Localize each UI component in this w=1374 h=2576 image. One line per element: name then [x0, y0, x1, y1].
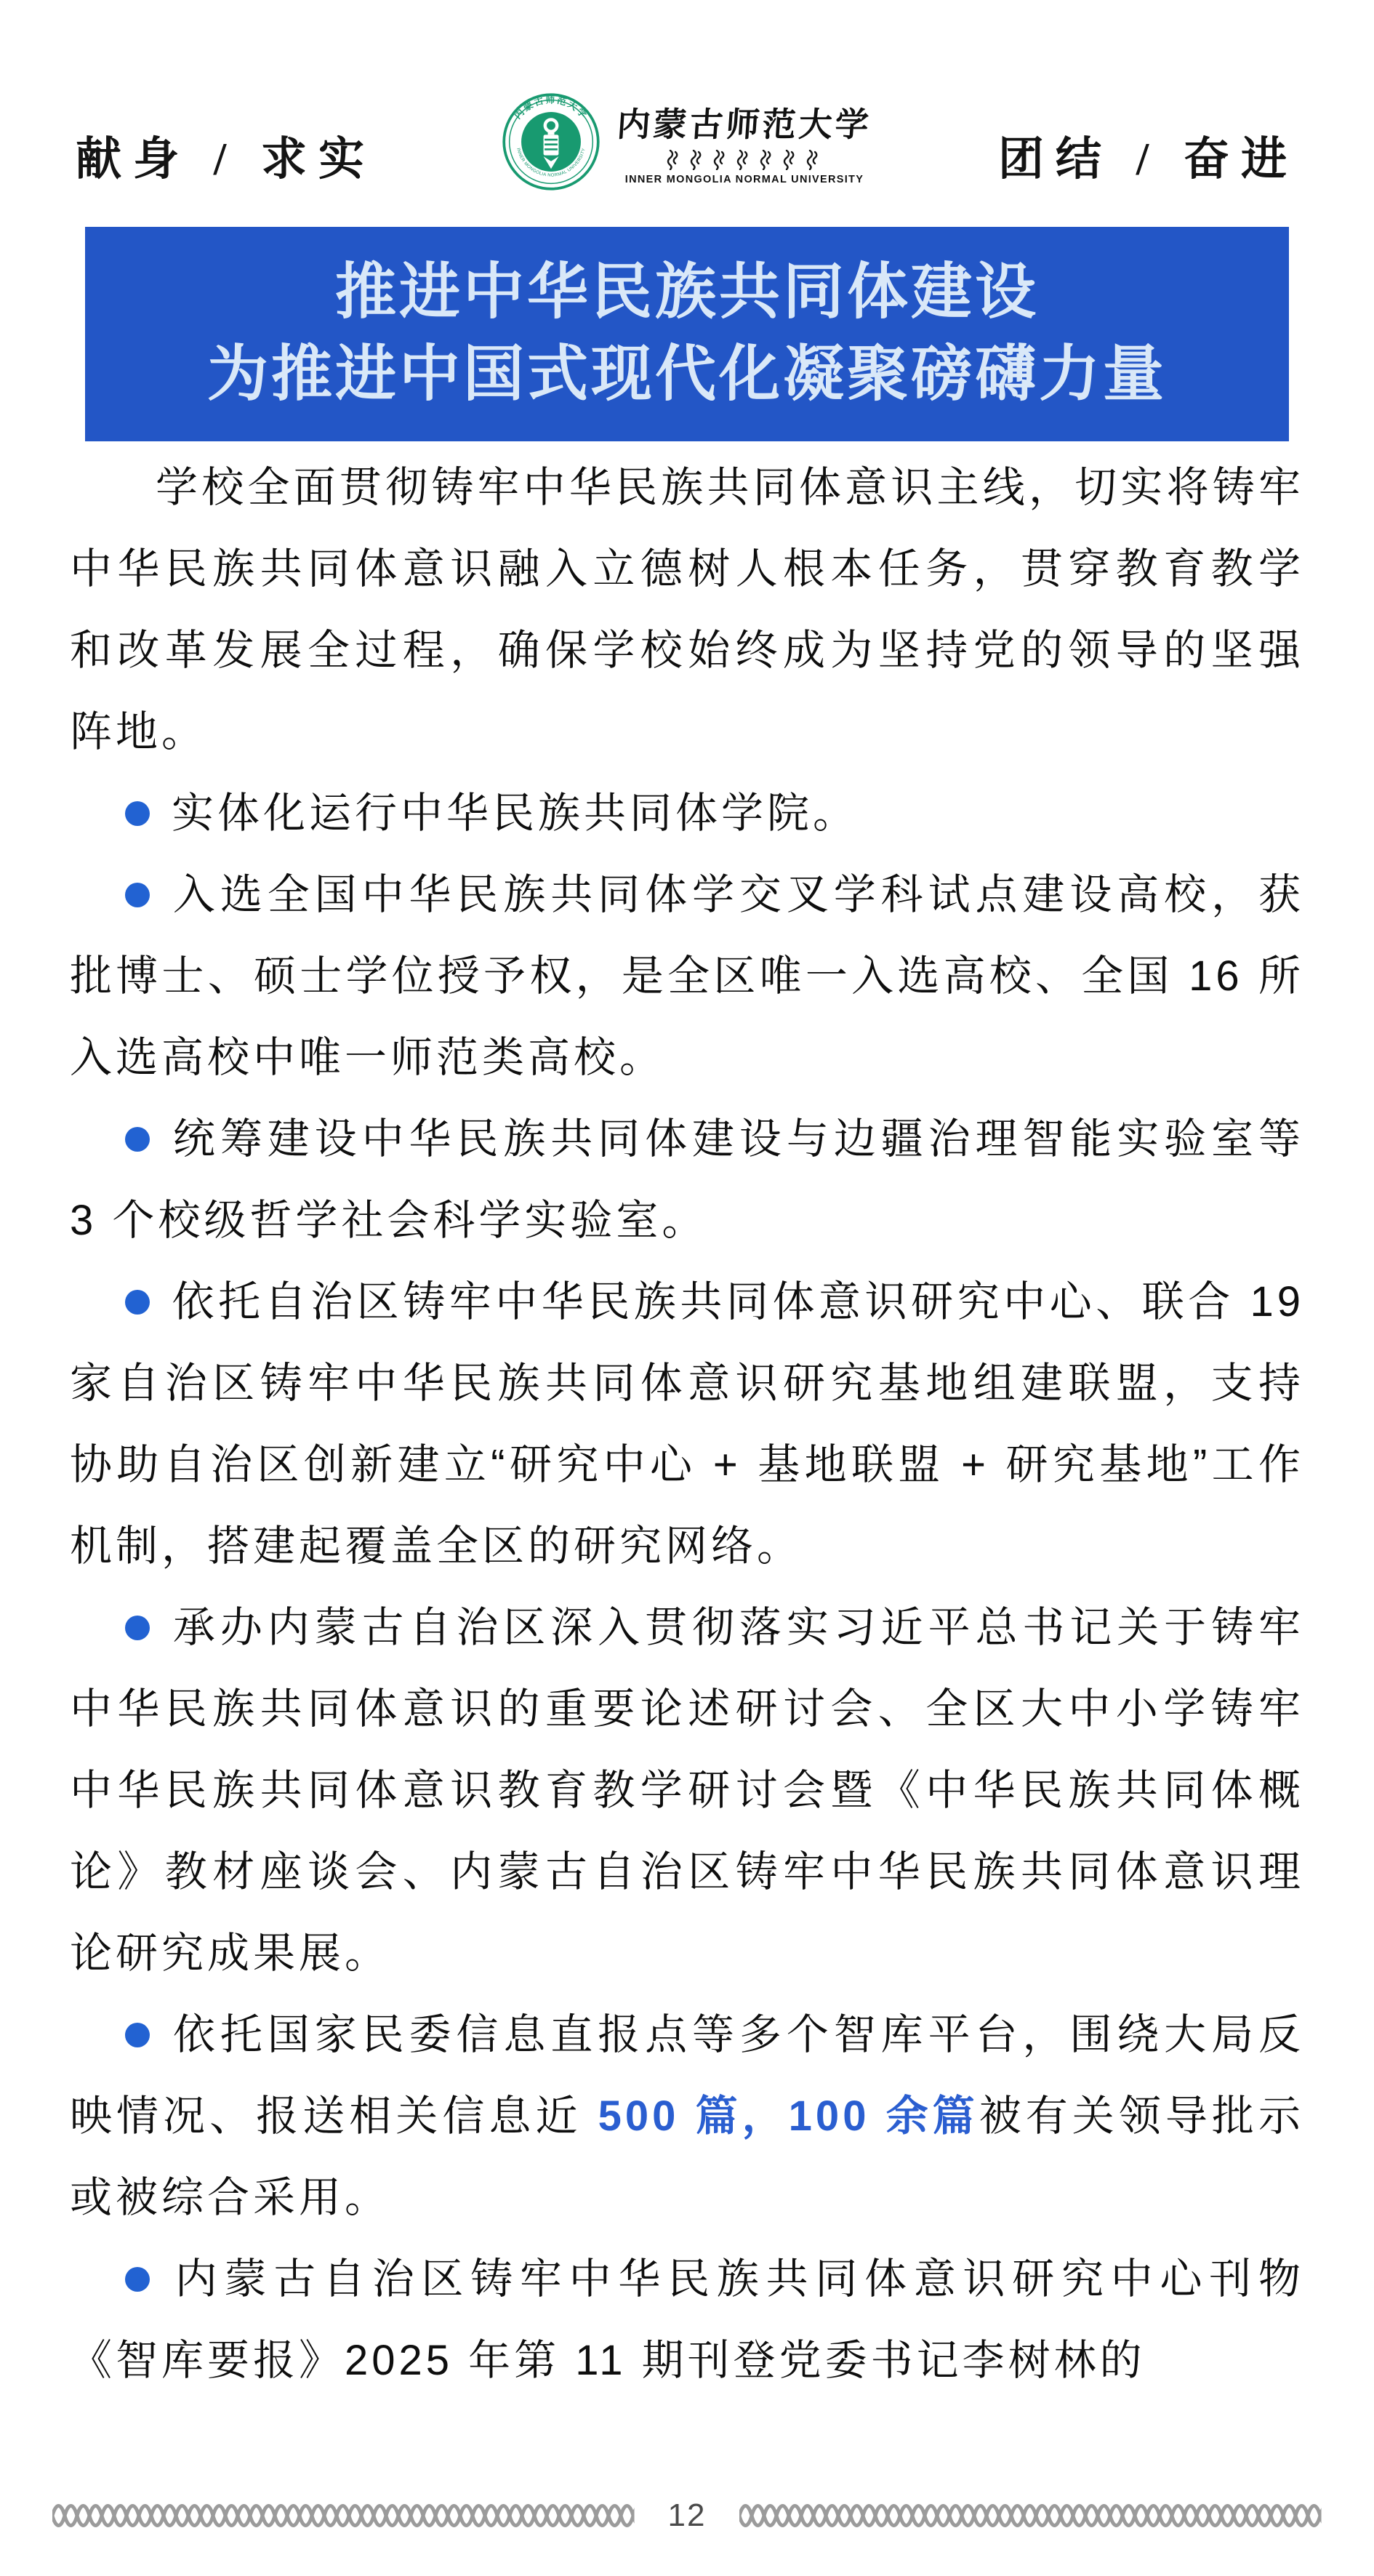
bullet-item: 统筹建设中华民族共同体建设与边疆治理智能实验室等 3 个校级哲学社会科学实验室。	[70, 1115, 1304, 1244]
bullet-dot-icon	[125, 2267, 150, 2292]
page-footer	[0, 2497, 1374, 2534]
seal-arc-top-text: 内蒙古师范大学	[513, 95, 590, 121]
bullet-item: 内蒙古自治区铸牢中华民族共同体意识研究中心刊物《智库要报》2025 年第 11 期刊登党委书记李树林的	[70, 2255, 1304, 2384]
bullet-item: 入选全国中华民族共同体学交叉学科试点建设高校，获批博士、硕士学位授予权，是全区唯一入选高校、全国 16 所入选高校中唯一师范类高校。	[70, 871, 1304, 1081]
bullet-dot-icon	[125, 883, 150, 907]
page-header	[0, 0, 1374, 218]
footer-wave-left-icon	[52, 2500, 635, 2532]
logo-name-english: INNER MONGOLIA NORMAL UNIVERSITY	[624, 174, 864, 185]
footer-wave-right-icon	[739, 2500, 1322, 2532]
mongolian-script-icon	[666, 150, 823, 170]
seal-arc-bottom-text: INNER MONGOLIA NORMAL UNIVERSITY	[515, 147, 587, 178]
bullet-item: 依托国家民委信息直报点等多个智库平台，围绕大局反映情况、报送相关信息近 500 篇，100 余篇被有关领导批示或被综合采用。	[70, 2011, 1304, 2221]
bullet-dot-icon	[125, 2023, 150, 2047]
motto-left: 献身 / 求实	[76, 134, 377, 185]
university-seal-icon	[502, 93, 600, 190]
banner-title-line1: 推进中华民族共同体建设	[334, 258, 1039, 326]
bullet-item: 承办内蒙古自治区深入贯彻落实习近平总书记关于铸牢中华民族共同体意识的重要论述研讨会、全区大中小学铸牢中华民族共同体意识教育教学研讨会暨《中华民族共同体概论》教材座谈会、内蒙古自治区铸牢中华民族共同体意识理论研究成果展。	[70, 1604, 1304, 1977]
bullet-dot-icon	[125, 1290, 150, 1315]
title-banner	[85, 227, 1289, 441]
bullet-dot-icon	[125, 1616, 150, 1640]
bullet-dot-icon	[125, 1127, 150, 1152]
logo-name-block	[617, 98, 872, 185]
bullet-item: 依托自治区铸牢中华民族共同体意识研究中心、联合 19 家自治区铸牢中华民族共同体意识研究基地组建联盟，支持协助自治区创新建立“研究中心 + 基地联盟 + 研究基地”工作机制，搭建起覆盖全区的研究网络。	[70, 1278, 1304, 1570]
bullet-dot-icon	[125, 801, 150, 826]
lead-paragraph: 学校全面贯彻铸牢中华民族共同体意识主线，切实将铸牢中华民族共同体意识融入立德树人根本任务，贯穿教育教学和改革发展全过程，确保学校始终成为坚持党的领导的坚强阵地。	[70, 464, 1304, 755]
banner-title-line2: 为推进中国式现代化凝聚磅礴力量	[206, 340, 1167, 409]
article-body	[70, 447, 1304, 2402]
highlight-stat: 500 篇，100 余篇	[598, 2093, 979, 2140]
bullet-list	[70, 773, 1304, 2402]
university-logo	[502, 93, 872, 190]
logo-name-chinese: 内蒙古师范大学	[615, 106, 873, 143]
page-number: 12	[667, 2497, 707, 2533]
bullet-item: 实体化运行中华民族共同体学院。	[70, 773, 1304, 854]
motto-right: 团结 / 奋进	[997, 134, 1298, 185]
